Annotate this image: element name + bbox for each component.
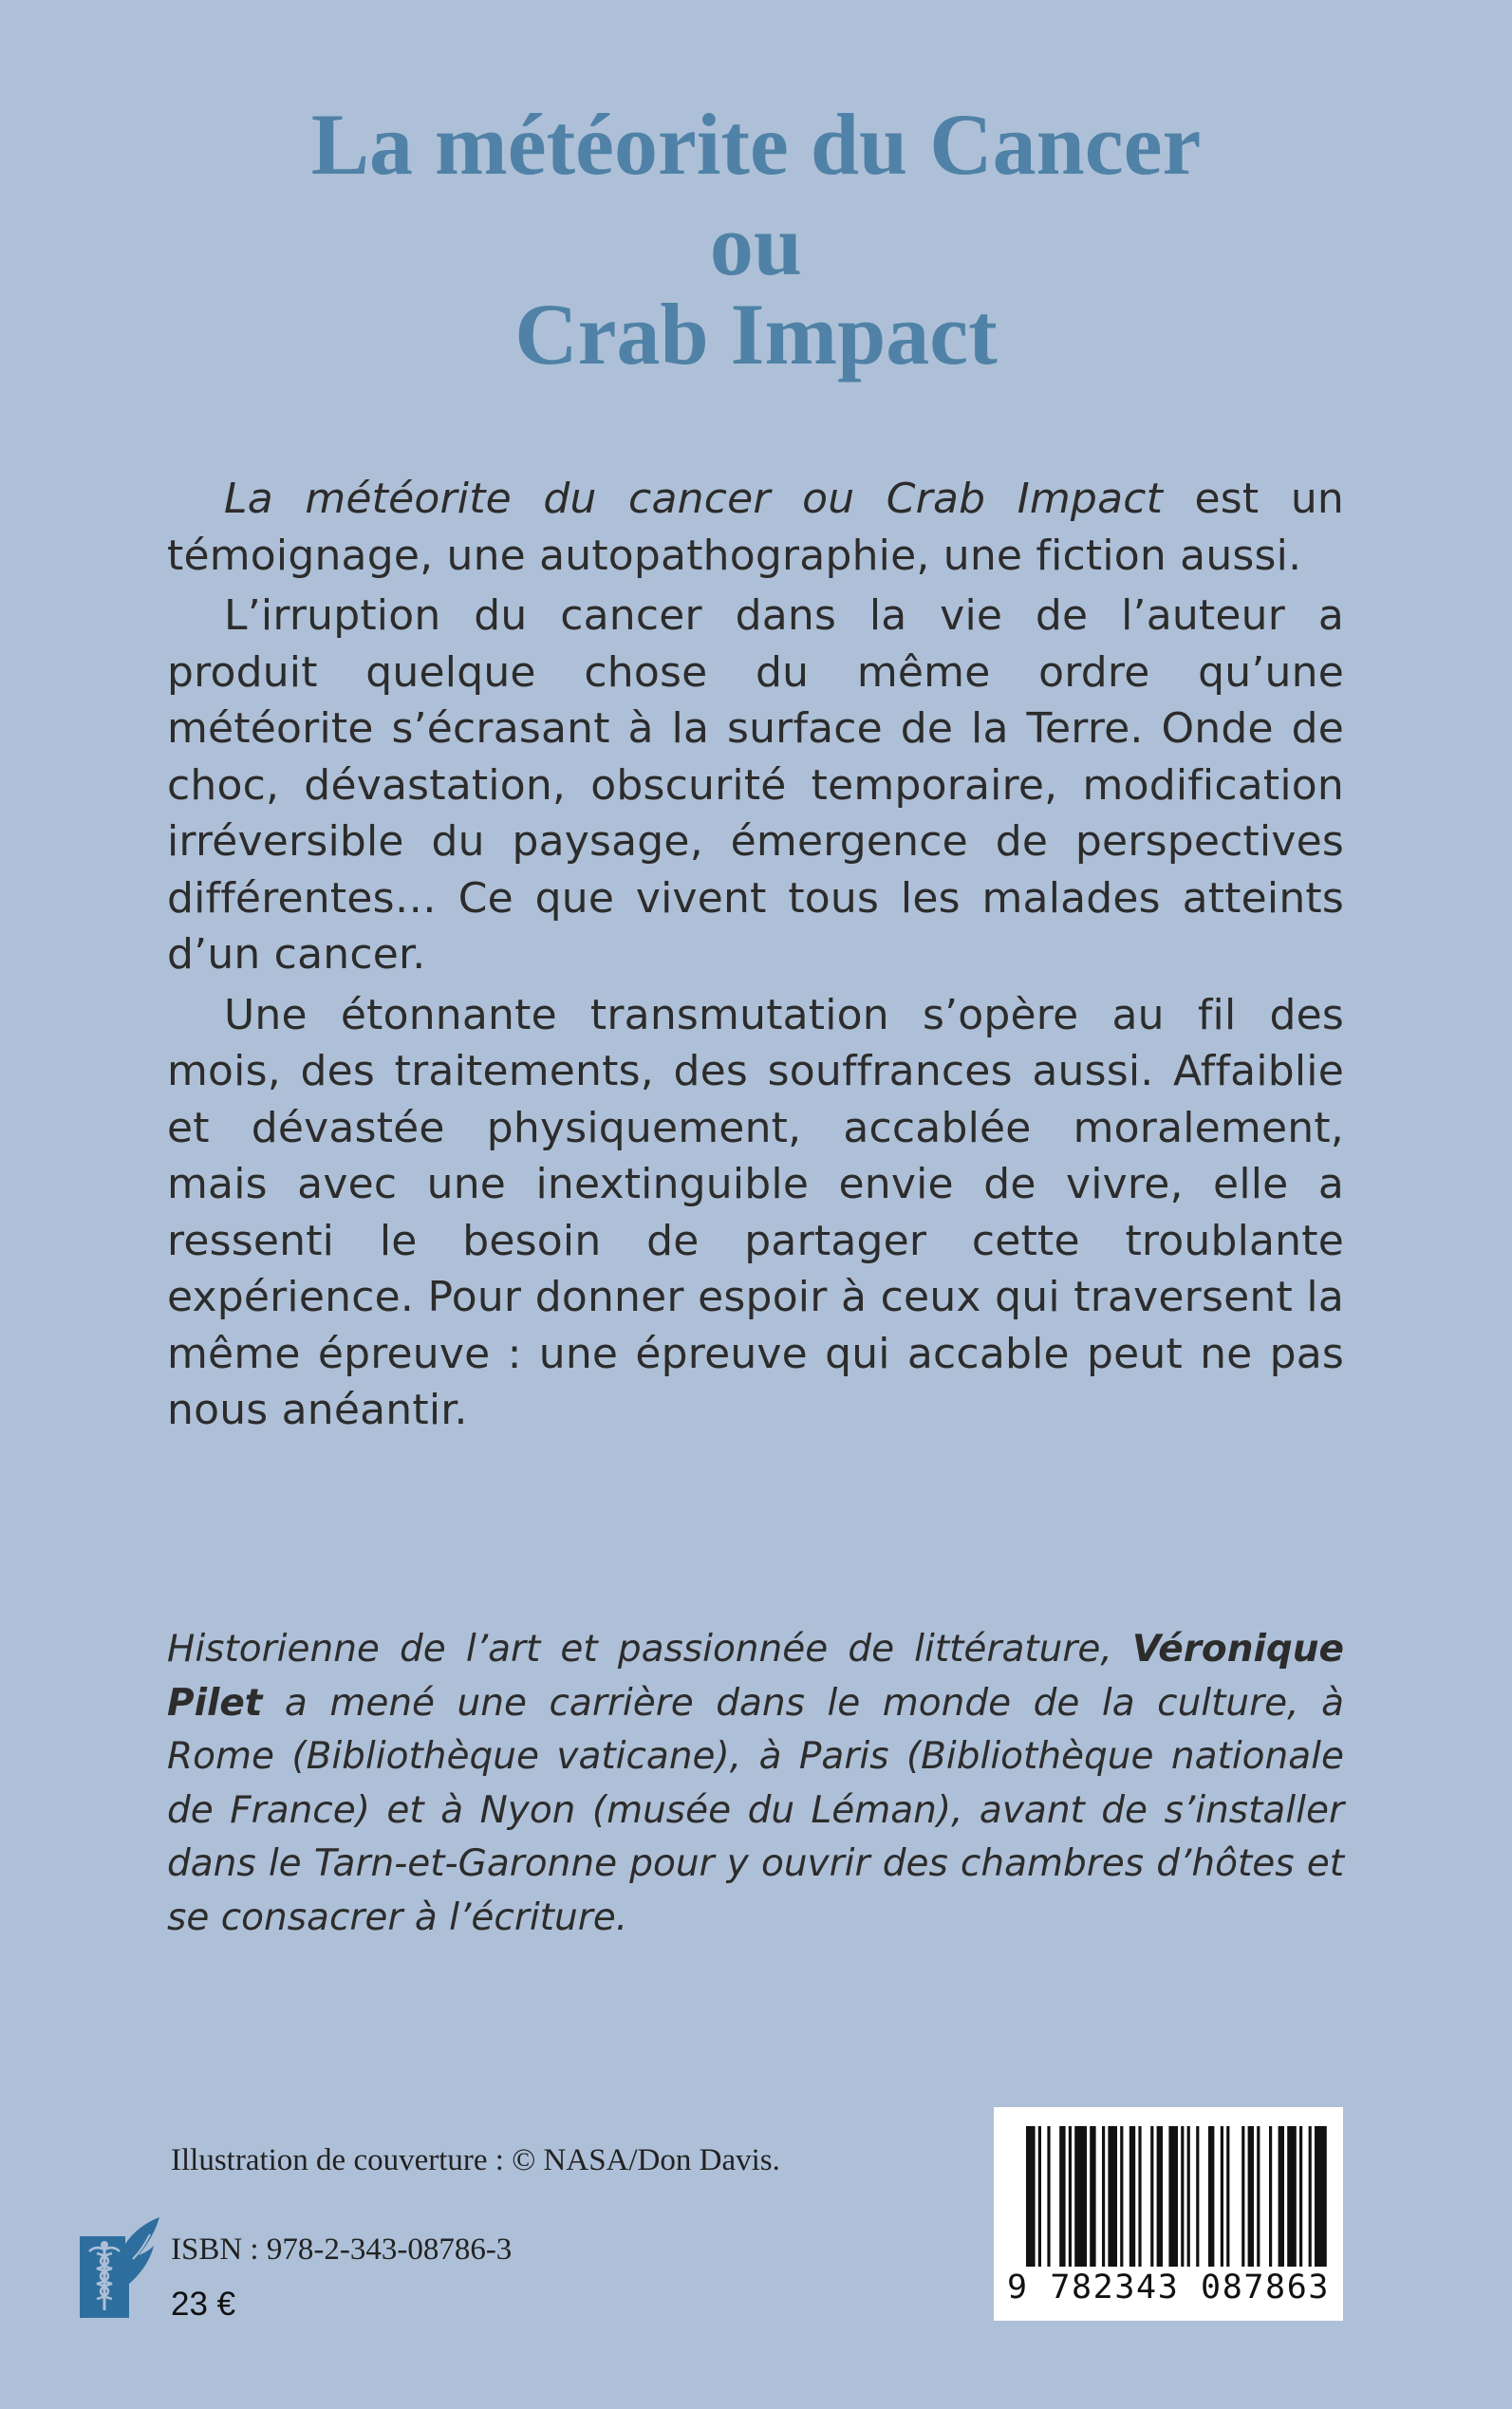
barcode-bar: [1157, 2126, 1163, 2267]
blurb-paragraph-1-text: est un témoignage, une autopathographie, une fiction aussi.: [167, 475, 1344, 580]
bio-intro: Historienne de l’art et passionnée de littérature,: [167, 1628, 1132, 1671]
barcode-bar: [1241, 2126, 1244, 2267]
barcode-bar: [1226, 2126, 1229, 2267]
barcode-bar: [1038, 2126, 1041, 2267]
title-line-3: Crab Impact: [514, 286, 998, 383]
barcode-bar: [1248, 2126, 1254, 2267]
barcode-bar: [1150, 2126, 1153, 2267]
blurb-paragraph-3: Une étonnante transmutation s’opère au fil des mois, des traitements, des souffrances aussi. Affaiblie et dévastée physiquement, accablée moralement, mais avec une inextinguible envie de vivre, elle a ressenti le besoin de partager cette troublante expérience. Pour donner espoir à ceux qui traversent la même épreuve : une épreuve qui accable peut ne pas nous anéantir.: [167, 990, 1344, 1434]
blurb-paragraph-2: L’irruption du cancer dans la vie de l’auteur a produit quelque chose du même ordre qu’une météorite s’écrasant à la surface de la Terre. Onde de choc, dévastation, obscurité temporaire, modification irréversible du paysage, émergence de perspectives différentes… Ce que vivent tous les malades atteints d’un cancer.: [167, 591, 1344, 979]
barcode-bar: [1059, 2126, 1065, 2267]
title-line-2: ou: [709, 196, 803, 293]
barcode-bar: [1074, 2126, 1087, 2267]
barcode-bar: [1108, 2126, 1117, 2267]
barcode-bar: [1138, 2126, 1141, 2267]
barcode-bar: [1069, 2126, 1072, 2267]
author-name: Véronique Pilet: [167, 1628, 1344, 1725]
barcode: [994, 2107, 1343, 2321]
barcode-bar: [1315, 2126, 1327, 2267]
barcode-bar: [1187, 2126, 1190, 2267]
blurb-paragraph-1: [167, 471, 1344, 584]
barcode-bar: [1208, 2126, 1214, 2267]
barcode-bar: [1279, 2126, 1284, 2267]
barcode-bar: [1221, 2126, 1223, 2267]
caduceus-quill-icon: [76, 2215, 163, 2318]
price: 23 €: [171, 2286, 236, 2323]
title-line-1: La météorite du Cancer: [310, 96, 1202, 193]
barcode-bar: [1257, 2126, 1260, 2267]
barcode-bar: [1026, 2126, 1036, 2267]
blurb-book-title: La météorite du cancer ou Crab Impact: [224, 475, 1164, 523]
barcode-bar: [1299, 2126, 1302, 2267]
barcode-bar: [1287, 2126, 1297, 2267]
barcode-bar: [1129, 2126, 1135, 2267]
barcode-bar: [1269, 2126, 1272, 2267]
barcode-bar: [1196, 2126, 1199, 2267]
isbn: ISBN : 978-2-343-08786-3: [171, 2232, 513, 2267]
barcode-digits: 9 782343 087863: [1007, 2269, 1331, 2306]
bio-text: a mené une carrière dans le monde de la culture, à Rome (Bibliothèque vaticane), à Paris (Bibliothèque nationale de France) et à Nyon (musée du Léman), avant de s’installer dans le Tarn-et-Garonne pour y ouvrir des chambres d’hôtes et se consacrer à l’écriture.: [167, 1681, 1344, 1939]
barcode-bar: [1181, 2126, 1184, 2267]
barcode-bar: [1090, 2126, 1095, 2267]
barcode-bar: [1168, 2126, 1178, 2267]
barcode-bar: [1120, 2126, 1123, 2267]
author-bio: [167, 1623, 1344, 1945]
cover-illustration-credit: Illustration de couverture : © NASA/Don Davis.: [171, 2143, 780, 2177]
barcode-bar: [1102, 2126, 1105, 2267]
barcode-bar: [1309, 2126, 1312, 2267]
back-cover-blurb: [167, 471, 1344, 1443]
barcode-bar: [1047, 2126, 1050, 2267]
